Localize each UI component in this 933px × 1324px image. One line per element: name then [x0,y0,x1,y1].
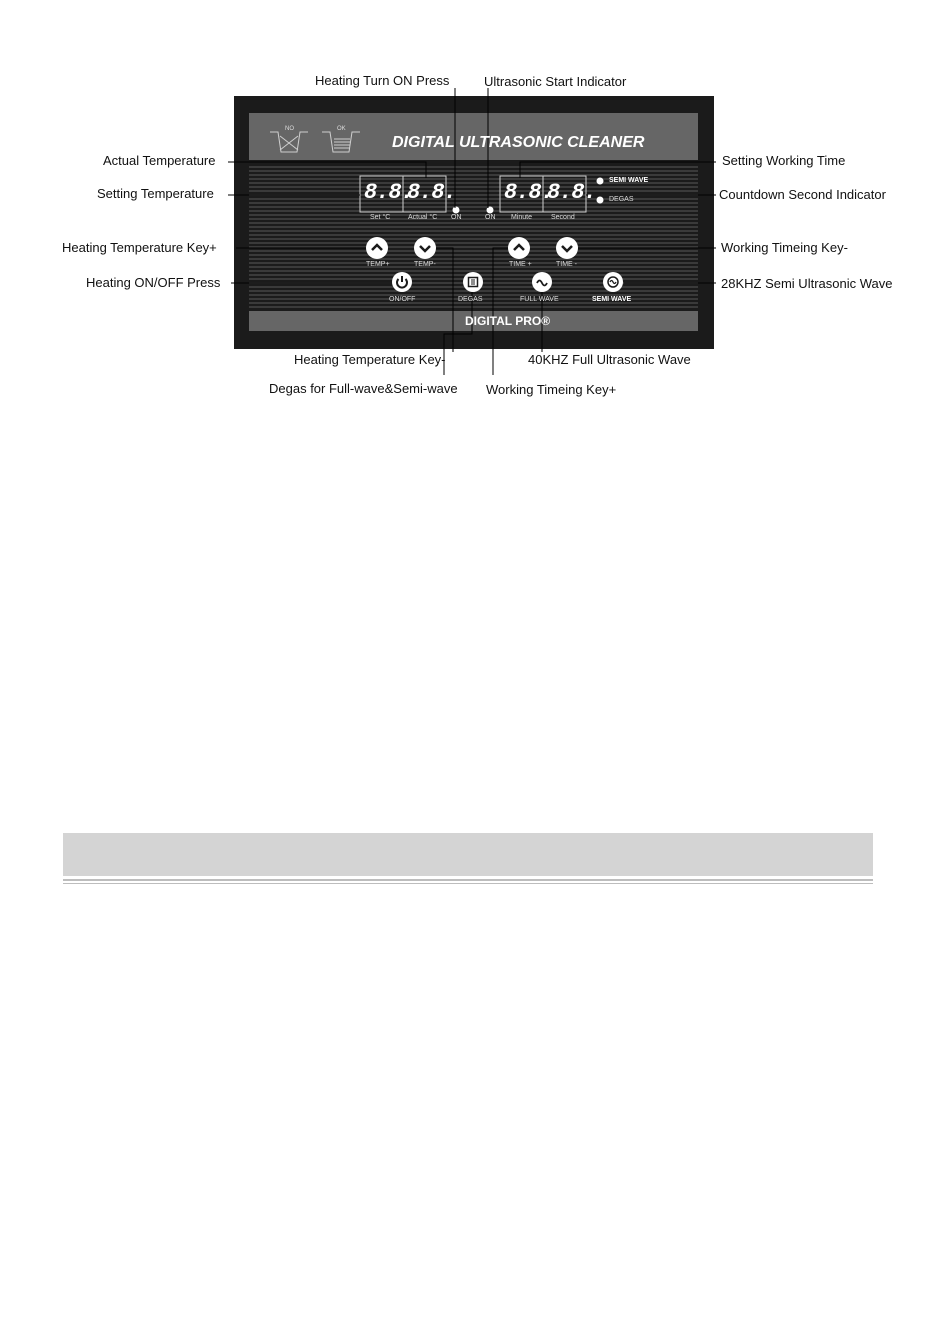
panel-stripe [249,226,698,228]
panel-stripe [249,266,698,268]
semi-wave-label: SEMI WAVE [592,296,632,303]
on-off-button[interactable] [392,272,412,292]
ultra-on-label: ON [485,214,496,221]
panel-stripe [249,262,698,264]
chevron-up-icon [366,237,388,259]
time-minus-button[interactable] [556,237,578,259]
degas-label: DEGAS [458,296,483,303]
callout-setting-working-time: Setting Working Time [722,153,846,168]
semi-wave-button[interactable] [603,272,623,292]
time-second-display: 8.8. [547,180,596,205]
callout-heating-turn-on: Heating Turn ON Press [315,73,450,88]
degas-indicator-dot [597,197,604,204]
section-rule-1 [63,879,873,881]
callout-full-wave-40k: 40KHZ Full Ultrasonic Wave [528,352,691,367]
semi-wave-indicator-dot [597,178,604,185]
callout-working-timing-key-plus: Working Timeing Key+ [486,382,617,397]
temp-actual-display: 8.8. [407,180,456,205]
chevron-down-icon [414,237,436,259]
second-label: Second [551,214,575,221]
power-icon [392,272,412,292]
callout-actual-temperature: Actual Temperature [103,153,216,168]
heat-on-label: ON [451,214,462,221]
heating-on-dot [453,207,460,214]
section-header-bar [63,833,873,876]
full-wave-label: FULL WAVE [520,296,559,303]
panel-stripe [249,190,698,192]
callout-setting-temperature: Setting Temperature [97,186,214,201]
temp-set-display: 8.8. [364,180,413,205]
time-minus-label: TIME - [556,261,577,268]
panel-stripe [249,210,698,212]
on-off-label: ON/OFF [389,296,416,303]
panel-stripe [249,174,698,176]
wave-icon [532,272,552,292]
panel-stripe [249,242,698,244]
panel-stripe [249,234,698,236]
temp-minus-label: TEMP- [414,261,436,268]
panel-stripe [249,254,698,256]
callout-working-timing-key-minus: Working Timeing Key- [721,240,848,255]
actual-temp-label: Actual °C [408,214,438,221]
panel-stripe [249,206,698,208]
panel-stripe [249,214,698,216]
panel-stripe [249,186,698,188]
callout-heating-temp-key-plus: Heating Temperature Key+ [62,240,217,255]
panel-stripe [249,170,698,172]
section-rule-2 [63,883,873,884]
callout-countdown-second: Countdown Second Indicator [719,187,886,202]
panel-stripe [249,250,698,252]
temp-plus-button[interactable] [366,237,388,259]
minute-label: Minute [511,214,533,221]
panel-stripe [249,166,698,168]
panel-stripe [249,306,698,308]
set-temp-label: Set °C [370,214,391,221]
panel-footer: DIGITAL PRO® [465,314,551,328]
time-plus-label: TIME + [509,261,532,268]
callout-heating-on-off: Heating ON/OFF Press [86,275,221,290]
callout-heating-temp-key-minus: Heating Temperature Key- [294,352,446,367]
panel-stripe [249,222,698,224]
time-plus-button[interactable] [508,237,530,259]
degas-indicator-label: DEGAS [609,196,634,203]
semi-wave-icon [603,272,623,292]
callout-degas-for: Degas for Full-wave&Semi-wave [269,381,458,396]
no-icon-label: NO [285,126,294,132]
callout-semi-wave-28k: 28KHZ Semi Ultrasonic Wave [721,276,893,291]
time-minute-display: 8.8. [504,180,553,205]
degas-icon [463,272,483,292]
panel-stripe [249,238,698,240]
panel-stripe [249,230,698,232]
panel-stripe [249,258,698,260]
temp-minus-button[interactable] [414,237,436,259]
panel-stripe [249,218,698,220]
degas-button[interactable] [463,272,483,292]
ok-icon-label: OK [337,126,346,132]
chevron-up-icon [508,237,530,259]
callout-ultrasonic-start: Ultrasonic Start Indicator [484,74,627,89]
panel-title: DIGITAL ULTRASONIC CLEANER [392,134,645,151]
semi-wave-indicator-label: SEMI WAVE [609,177,649,184]
full-wave-button[interactable] [532,272,552,292]
temp-plus-label: TEMP+ [366,261,390,268]
chevron-down-icon [556,237,578,259]
